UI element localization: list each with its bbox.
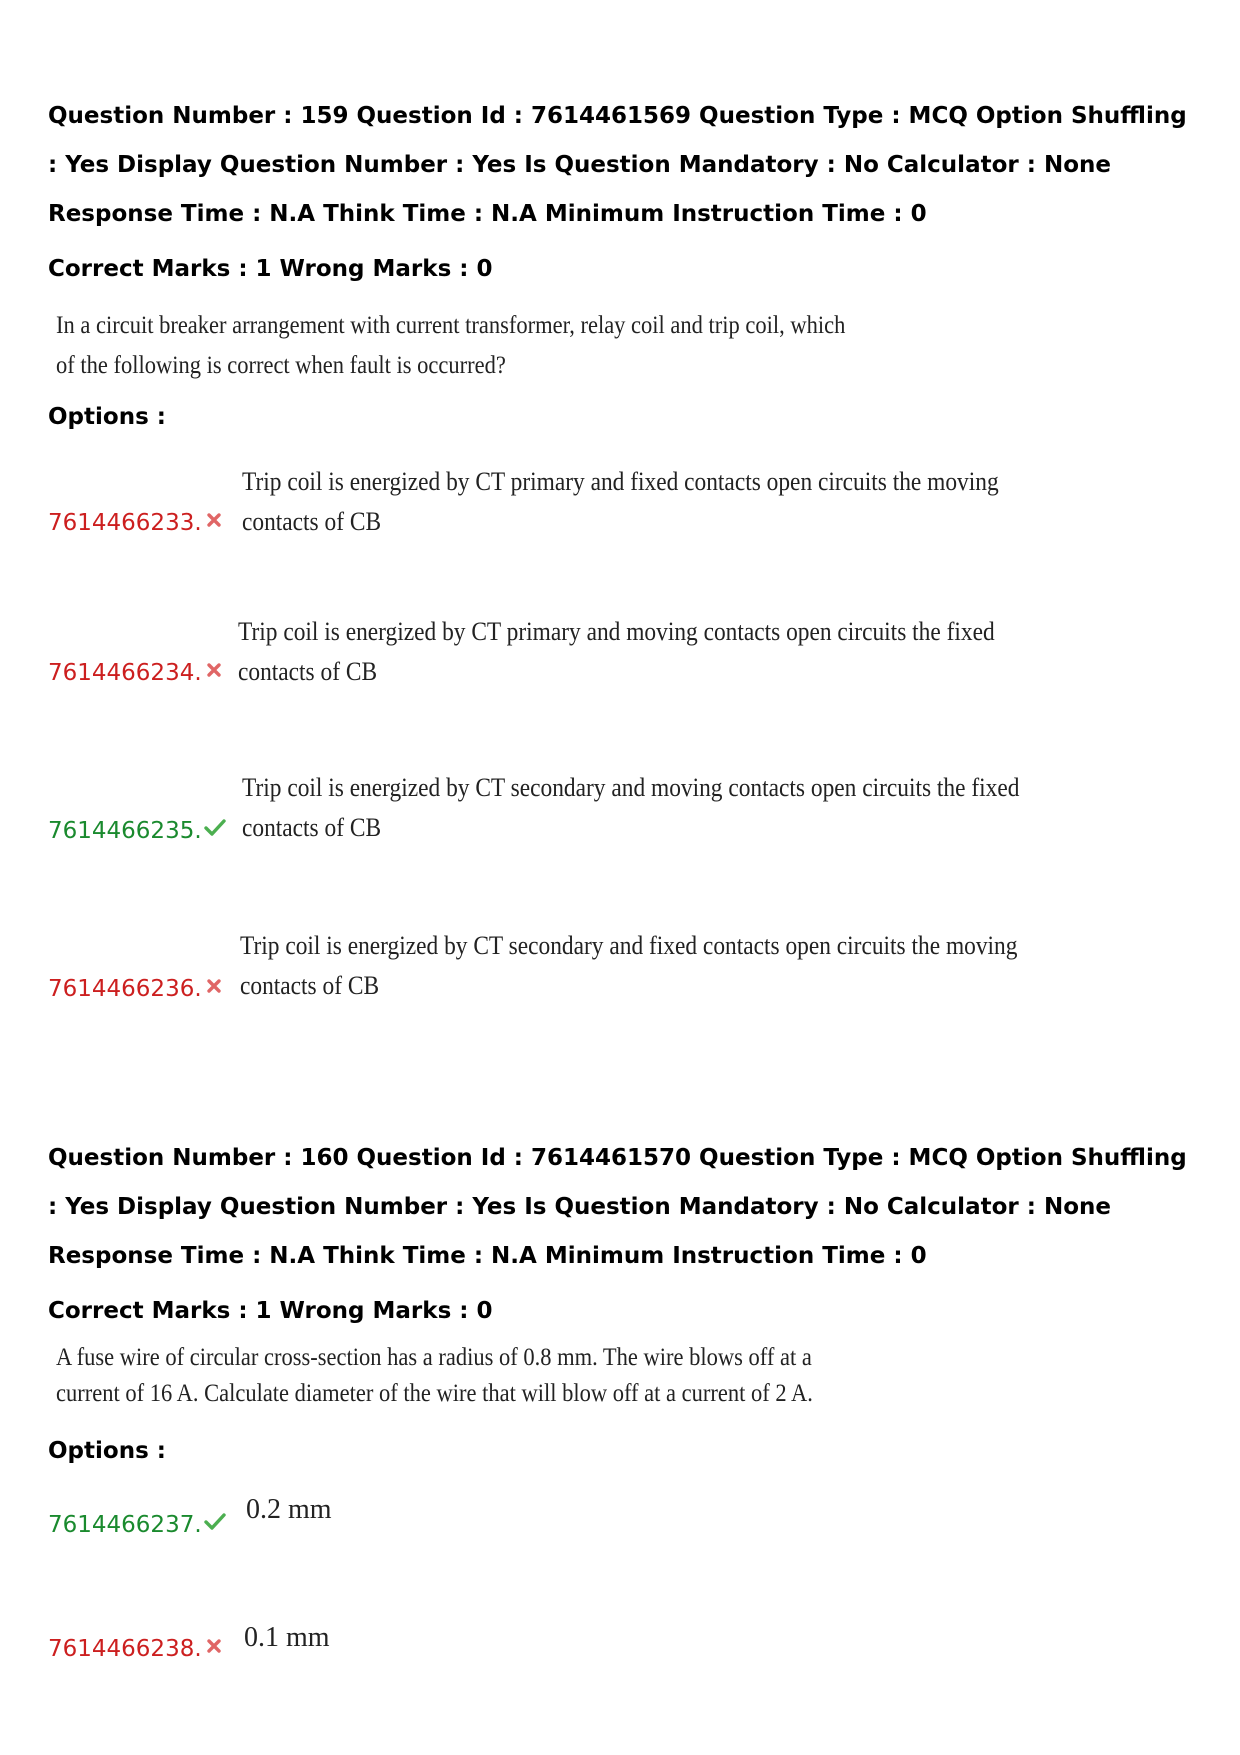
cross-icon <box>206 1638 222 1654</box>
cross-icon <box>206 662 222 678</box>
option-text: 0.2 mm <box>246 1494 332 1525</box>
option-text: Trip coil is energized by CT primary and fixed contacts open circuits the moving contacts of CB <box>242 467 999 536</box>
check-icon <box>204 818 226 836</box>
question-meta: Question Number : 160 Question Id : 7614461570 Question Type : MCQ Option Shuffling : Yes Display Question Number : Yes Is Question Mandatory : No Calculator : None Response Time : N.A Think Time : N.A Minimum Instruction Time : 0 <box>48 1145 1187 1269</box>
option-text: 0.1 mm <box>244 1622 330 1653</box>
question-marks: Correct Marks : 1 Wrong Marks : 0 <box>48 1298 493 1324</box>
option-text: Trip coil is energized by CT primary and moving contacts open circuits the fixed contacts of CB <box>238 617 995 686</box>
cross-icon <box>206 978 222 994</box>
options-label: Options : <box>48 1438 166 1464</box>
option-text: Trip coil is energized by CT secondary and fixed contacts open circuits the moving contacts of CB <box>240 931 1018 1000</box>
option-text: Trip coil is energized by CT secondary and moving contacts open circuits the fixed contacts of CB <box>242 773 1020 842</box>
options-label: Options : <box>48 404 166 430</box>
option-id: 7614466235. <box>48 818 202 844</box>
question-marks: Correct Marks : 1 Wrong Marks : 0 <box>48 256 493 282</box>
option-id: 7614466233. <box>48 510 202 536</box>
question-meta: Question Number : 159 Question Id : 7614461569 Question Type : MCQ Option Shuffling : Yes Display Question Number : Yes Is Question Mandatory : No Calculator : None Response Time : N.A Think Time : N.A Minimum Instruction Time : 0 <box>48 103 1187 227</box>
option-id: 7614466237. <box>48 1512 202 1538</box>
question-text: A fuse wire of circular cross-section has a radius of 0.8 mm. The wire blows off at a current of 16 A. Calculate diameter of the wire that will blow off at a current of 2 A. <box>56 1344 813 1407</box>
question-text: In a circuit breaker arrangement with current transformer, relay coil and trip coil, which of the following is correct when fault is occurred? <box>56 312 846 379</box>
check-icon <box>204 1512 226 1530</box>
cross-icon <box>206 512 222 528</box>
option-id: 7614466236. <box>48 976 202 1002</box>
option-id: 7614466234. <box>48 660 202 686</box>
option-id: 7614466238. <box>48 1636 202 1662</box>
